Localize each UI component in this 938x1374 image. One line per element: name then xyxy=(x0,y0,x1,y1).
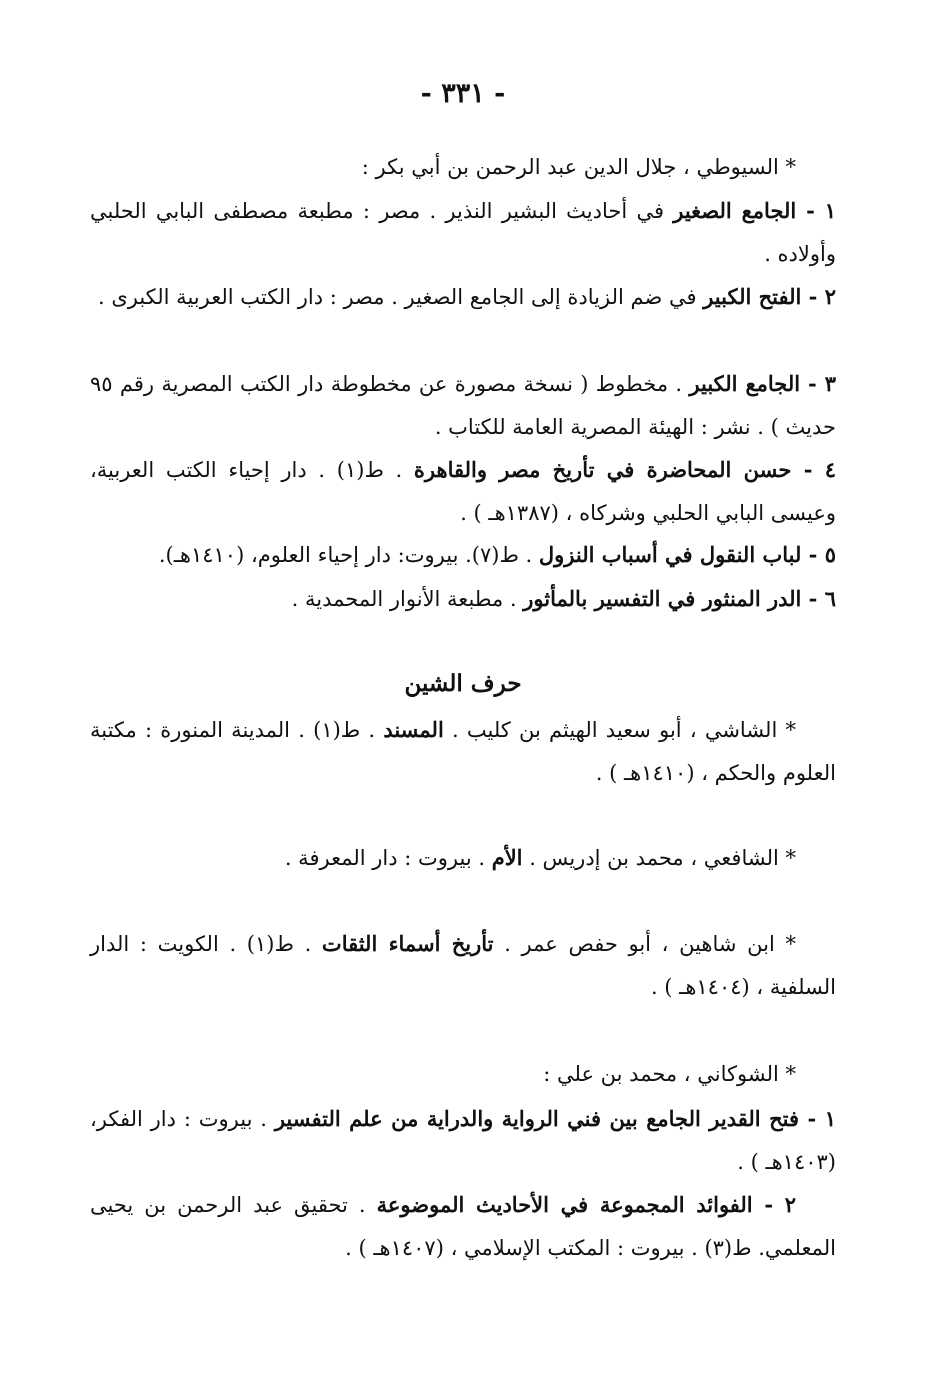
entry-number: ٤ - xyxy=(791,457,837,482)
entry-details: في ضم الزيادة إلى الجامع الصغير . مصر : دار الكتب العربية الكبرى . xyxy=(97,285,704,309)
book-title: حسن المحاضرة في تأريخ مصر والقاهرة xyxy=(413,457,792,482)
entry-number: ٢ - xyxy=(801,284,836,309)
section-heading: حرف الشين xyxy=(404,670,522,697)
shawkani-entry-1 xyxy=(90,1097,836,1184)
book-title: المسند xyxy=(383,717,444,742)
suyuti-entry-3 xyxy=(90,362,836,449)
entry-author: * ابن شاهين ، أبو حفص عمر . xyxy=(493,932,797,956)
entry-author: * الشافعي ، محمد بن إدريس . xyxy=(522,846,796,870)
entry-number: ٣ - xyxy=(800,371,836,396)
entry-shashi xyxy=(90,708,836,795)
entry-details: . ط(١) . الكويت : الدار السلفية ، (١٤٠٤هـ ) . xyxy=(90,932,836,999)
entry-number: ٦ - xyxy=(801,586,836,611)
suyuti-entry-5 xyxy=(90,533,836,577)
entry-details: . بيروت : دار الفكر، (١٤٠٣هـ ) . xyxy=(90,1107,836,1174)
entry-number: ٢ - xyxy=(752,1192,796,1217)
entry-details: . ط(١) . دار إحياء الكتب العربية، وعيسى البابي الحلبي وشركاه ، (١٣٨٧هـ ) . xyxy=(90,458,836,525)
book-title: الأم xyxy=(491,845,523,870)
entry-details: . مطبعة الأنوار المحمدية . xyxy=(291,587,524,611)
page-number: - ٣٣١ - xyxy=(420,78,506,109)
entry-details: . مخطوط ( نسخة مصورة عن مخطوطة دار الكتب المصرية رقم ٩٥ حديث ) . نشر : الهيئة المصرية العامة للكتاب . xyxy=(90,372,836,439)
entry-details: في أحاديث البشير النذير . مصر : مطبعة مصطفى البابي الحلبي وأولاده . xyxy=(90,199,836,266)
book-title: الدر المنثور في التفسير بالمأثور xyxy=(523,586,802,611)
entry-number: ١ - xyxy=(799,1106,836,1131)
suyuti-entry-4 xyxy=(90,448,836,535)
entry-shafii xyxy=(90,836,836,880)
entry-ibn-shahin xyxy=(90,922,836,1009)
entry-author: * الشاشي ، أبو سعيد الهيثم بن كليب . xyxy=(443,718,796,742)
book-title: الفوائد المجموعة في الأحاديث الموضوعة xyxy=(376,1192,753,1217)
entry-number: ٥ - xyxy=(801,542,836,567)
bibliography-page xyxy=(90,0,836,1374)
entry-details: . بيروت : دار المعرفة . xyxy=(284,846,492,870)
entry-details: . ط(١) . المدينة المنورة : مكتبة العلوم والحكم ، (١٤١٠هـ ) . xyxy=(90,718,836,785)
suyuti-entry-1 xyxy=(90,189,836,276)
author-suyuti: * السيوطي ، جلال الدين عبد الرحمن بن أبي بكر : xyxy=(361,155,796,179)
book-title: تأريخ أسماء الثقات xyxy=(321,931,494,956)
book-title: الفتح الكبير xyxy=(703,284,802,309)
entry-details: . تحقيق عبد الرحمن بن يحيى المعلمي. ط(٣) . بيروت : المكتب الإسلامي ، (١٤٠٧هـ ) . xyxy=(90,1193,836,1260)
entry-details: . ط(٧). بيروت: دار إحياء العلوم، (١٤١٠هـ). xyxy=(158,543,539,567)
suyuti-entry-2 xyxy=(90,275,836,319)
book-title: لباب النقول في أسباب النزول xyxy=(538,542,802,567)
suyuti-entry-6 xyxy=(90,577,836,621)
book-title: فتح القدير الجامع بين فني الرواية والدراية من علم التفسير xyxy=(274,1106,800,1131)
book-title: الجامع الكبير xyxy=(689,371,801,396)
book-title: الجامع الصغير xyxy=(673,198,797,223)
shawkani-entry-2 xyxy=(90,1183,836,1270)
author-shawkani: * الشوكاني ، محمد بن علي : xyxy=(543,1062,796,1086)
entry-number: ١ - xyxy=(796,198,837,223)
